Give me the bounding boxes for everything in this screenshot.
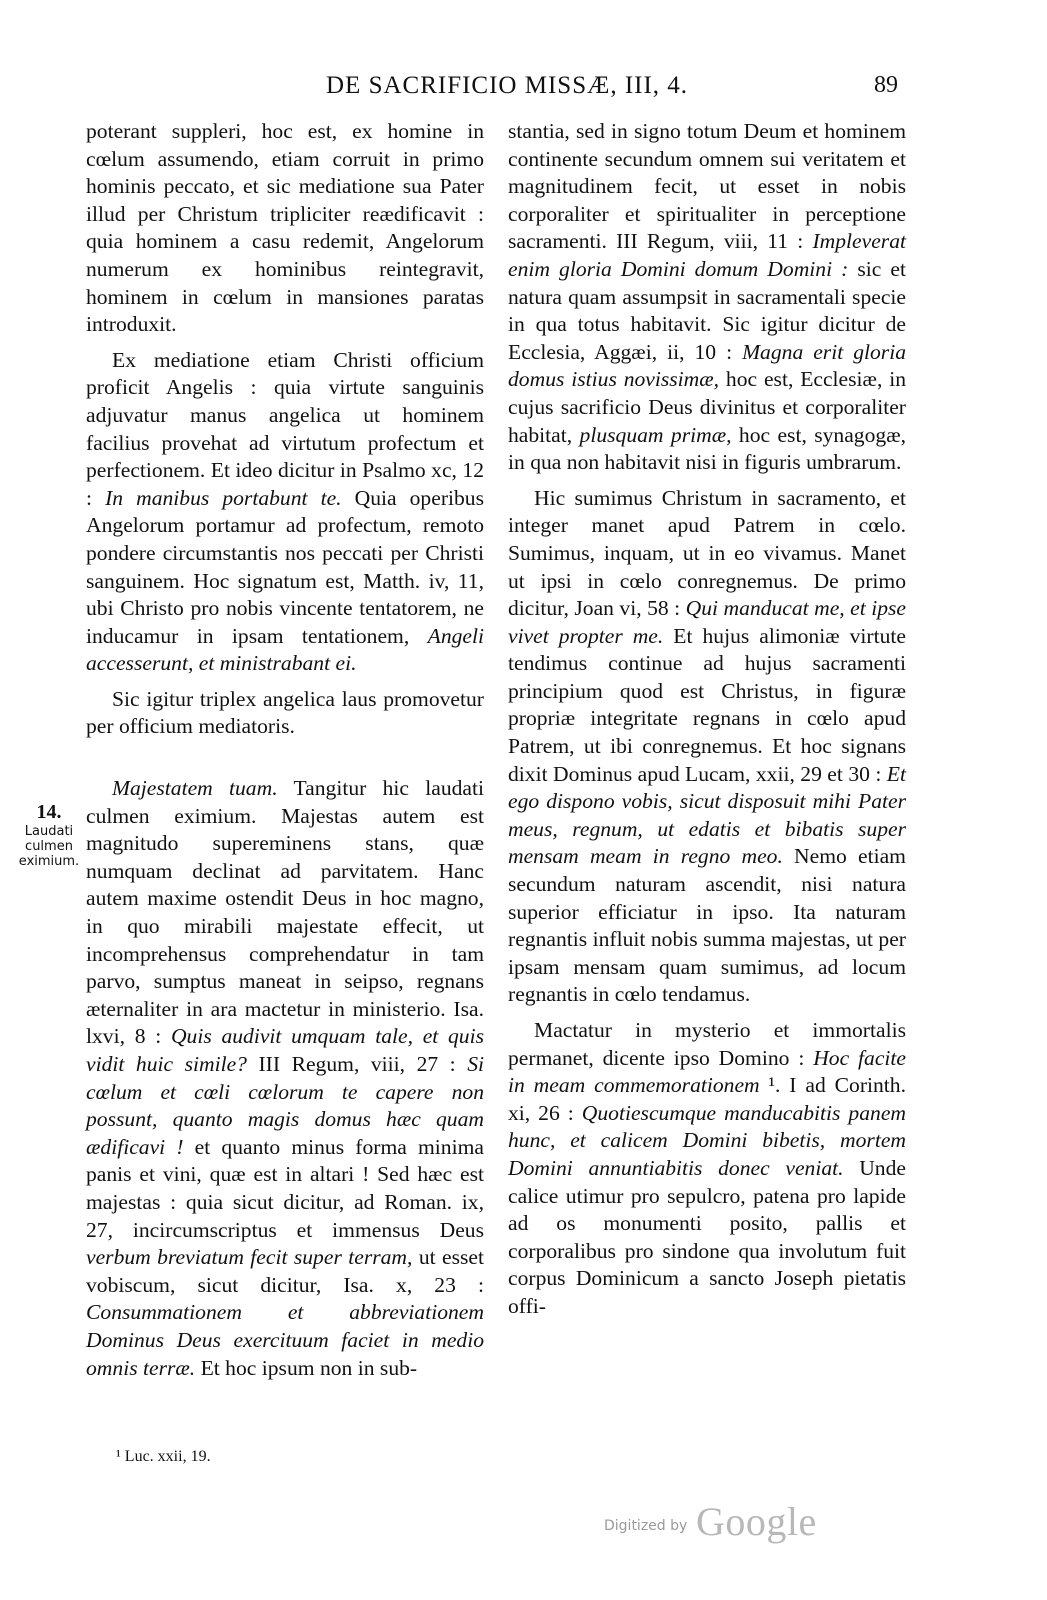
text-run: stantia, sed in signo totum Deum et hominem continente secundum omnem sui veritatem et magnitudinem fecit, ut esset in nobis corporaliter et spiritualiter in perceptione sacramenti. III Regum, viii, 11 : xyxy=(508,119,906,254)
italic-text: plusquam primæ, xyxy=(579,422,732,447)
page-header xyxy=(0,72,1047,108)
paragraph xyxy=(86,118,484,339)
italic-text: Et ego dispono vobis, sicut disposuit mihi Pater meus, regnum, ut edatis et bibatis super mensam meam in regno meo. xyxy=(508,761,906,869)
text-run: Ex mediatione etiam Christi officium proficit Angelis : quia virtute sanguinis adjuvatur manus angelica ut hominem facilius provehat ad virtutum profectum et perfectionem. Et ideo dicitur in Psalmo xc, 12 : xyxy=(86,347,484,510)
margin-note-line: Laudati xyxy=(24,824,74,839)
italic-text: Quis audivit umquam tale, et quis vidit huic simile? xyxy=(86,1024,485,1076)
italic-text: Angeli accesserunt, et ministrabant ei. xyxy=(86,623,484,676)
italic-text: verbum breviatum fecit super terram, xyxy=(86,1245,413,1270)
running-title: DE SACRIFICIO MISSÆ, III, 4. xyxy=(326,72,689,99)
text-run: sic et natura quam assumpsit in sacramentali specie in qua totus habitavit. Sic igitur dicitur de Ecclesia, Aggæi, ii, 10 : xyxy=(508,256,907,364)
italic-text: Qui manducat me, et ipse vivet propter me. xyxy=(508,596,907,648)
right-column xyxy=(508,118,906,1329)
margin-note-line: culmen xyxy=(25,839,73,854)
text-run: Et hoc ipsum non in sub- xyxy=(195,1355,418,1380)
text-run: Hic sumimus Christum in sacramento, et integer manet apud Patrem in cœlo. Sumimus, inquam, ut in eo vivamus. Manet ut ipsi in cœlo conregnemus. De primo dicitur, Joan vi, 58 : xyxy=(508,485,906,621)
text-run: Nemo etiam secundum naturam ascendit, nisi natura superior efficiatur in ipso. Ita naturam regnantis influit nobis summa majestas, ut per ipsam mensam quam sumimus, ad locum regnantis in cœlo tendamus. xyxy=(508,844,906,1007)
paragraph xyxy=(86,775,484,1382)
paragraph xyxy=(508,118,906,477)
margin-note-line: eximium. xyxy=(18,854,80,869)
text-run: Unde calice utimur pro sepulcro, patena pro lapide ad os monumenti posito, pallis et corporalibus pro sindone qua involutum fuit corpus Dominicum a sancto Joseph pietatis offi- xyxy=(508,1155,906,1318)
digitized-watermark xyxy=(604,1498,844,1548)
margin-note-number: 14. xyxy=(36,801,62,823)
italic-text: Majestatem tuam. xyxy=(112,776,278,801)
text-run: hoc est, synagogæ, in qua non habitavit nisi in figuris umbrarum. xyxy=(508,422,906,475)
italic-text: In manibus portabunt te. xyxy=(105,485,342,510)
footnote: ¹ Luc. xxii, 19. xyxy=(116,1448,211,1465)
text-run: poterant suppleri, hoc est, ex homine in cœlum assumendo, etiam corruit in primo hominis peccato, et sic mediatione sua Pater illud per Christum tripliciter reædificavit : quia hominem a casu redemit, Angelorum numerum ex hominibus reintegravit, hominem in cœlum in mansiones paratas introduxit. xyxy=(86,119,484,337)
text-run: Mactatur in mysterio et immortalis permanet, dicente ipso Domino : xyxy=(508,1018,906,1070)
text-run: ¹. I ad Corinth. xi, 26 : xyxy=(508,1073,907,1125)
text-run: ut esset vobiscum, sicut dicitur, Isa. x, 23 : xyxy=(86,1245,484,1297)
text-run: et quanto minus forma minima panis et vini, quæ est in altari ! Sed hæc est majestas : quia sicut dicitur, ad Roman. ix, 27, incircumscriptus et immensus Deus xyxy=(86,1134,484,1242)
italic-text: Si cœlum et cœli cœlorum te capere non possunt, quanto magis domus hæc quam ædificavi ! xyxy=(86,1052,484,1159)
text-run: Quia operibus Angelorum portamur ad profectum, remoto pondere circumstantis nos peccati per Christi sanguinem. Hoc signatum est, Matth. iv, 11, ubi Christo pro nobis vincente tentatorem, ne inducamur in ipsam tentationem, xyxy=(86,485,485,648)
text-run: Et hujus alimoniæ virtute tendimus continue ad hujus sacramenti principium quod est Christus, in figuræ propriæ integritate regnans in cœlo apud Patrem, ut ibi conregnemus. Et hoc signans dixit Dominus apud Lucam, xxii, 29 et 30 : xyxy=(508,623,906,786)
watermark-brand: Google xyxy=(696,1499,817,1544)
margin-note xyxy=(16,800,82,869)
text-run: Tangitur hic laudati culmen eximium. Majestas autem est magnitudo supereminens stans, quæ numquam declinat ad parvitatem. Hanc autem maxime ostendit Deus in hoc magno, in quo mirabili majestate effecit, ut incomprehensus comprehendatur in tam parvo, sumptus maneat in seipso, regnans æternaliter in ara mactetur in ministerio. Isa. lxvi, 8 : xyxy=(86,776,485,1049)
italic-text: Magna erit gloria domus istius novissimæ, xyxy=(508,339,906,392)
italic-text: Hoc facite in meam commemorationem xyxy=(508,1045,906,1098)
text-run: Sic igitur triplex angelica laus promovetur per officium mediatoris. xyxy=(86,686,484,739)
italic-text: Consummationem et abbreviationem Dominus Deus exercituum faciet in medio omnis terræ. xyxy=(86,1300,484,1380)
text-run: III Regum, viii, 27 : xyxy=(246,1052,468,1076)
watermark-digitized-text: Digitized by xyxy=(604,1518,688,1534)
paragraph xyxy=(86,347,484,678)
italic-text: Impleverat enim gloria Domini domum Domini : xyxy=(508,229,906,281)
paragraph xyxy=(86,686,484,741)
page-number: 89 xyxy=(874,72,898,98)
text-run: hoc est, Ecclesiæ, in cujus sacrificio Deus divinitus et corporaliter habitat, xyxy=(508,367,906,447)
italic-text: Quotiescumque manducabitis panem hunc, et calicem Domini bibetis, mortem Domini annuntiabitis donec veniat. xyxy=(508,1100,907,1180)
paragraph xyxy=(508,1017,906,1321)
paragraph xyxy=(508,485,906,1009)
left-column xyxy=(86,118,484,1390)
